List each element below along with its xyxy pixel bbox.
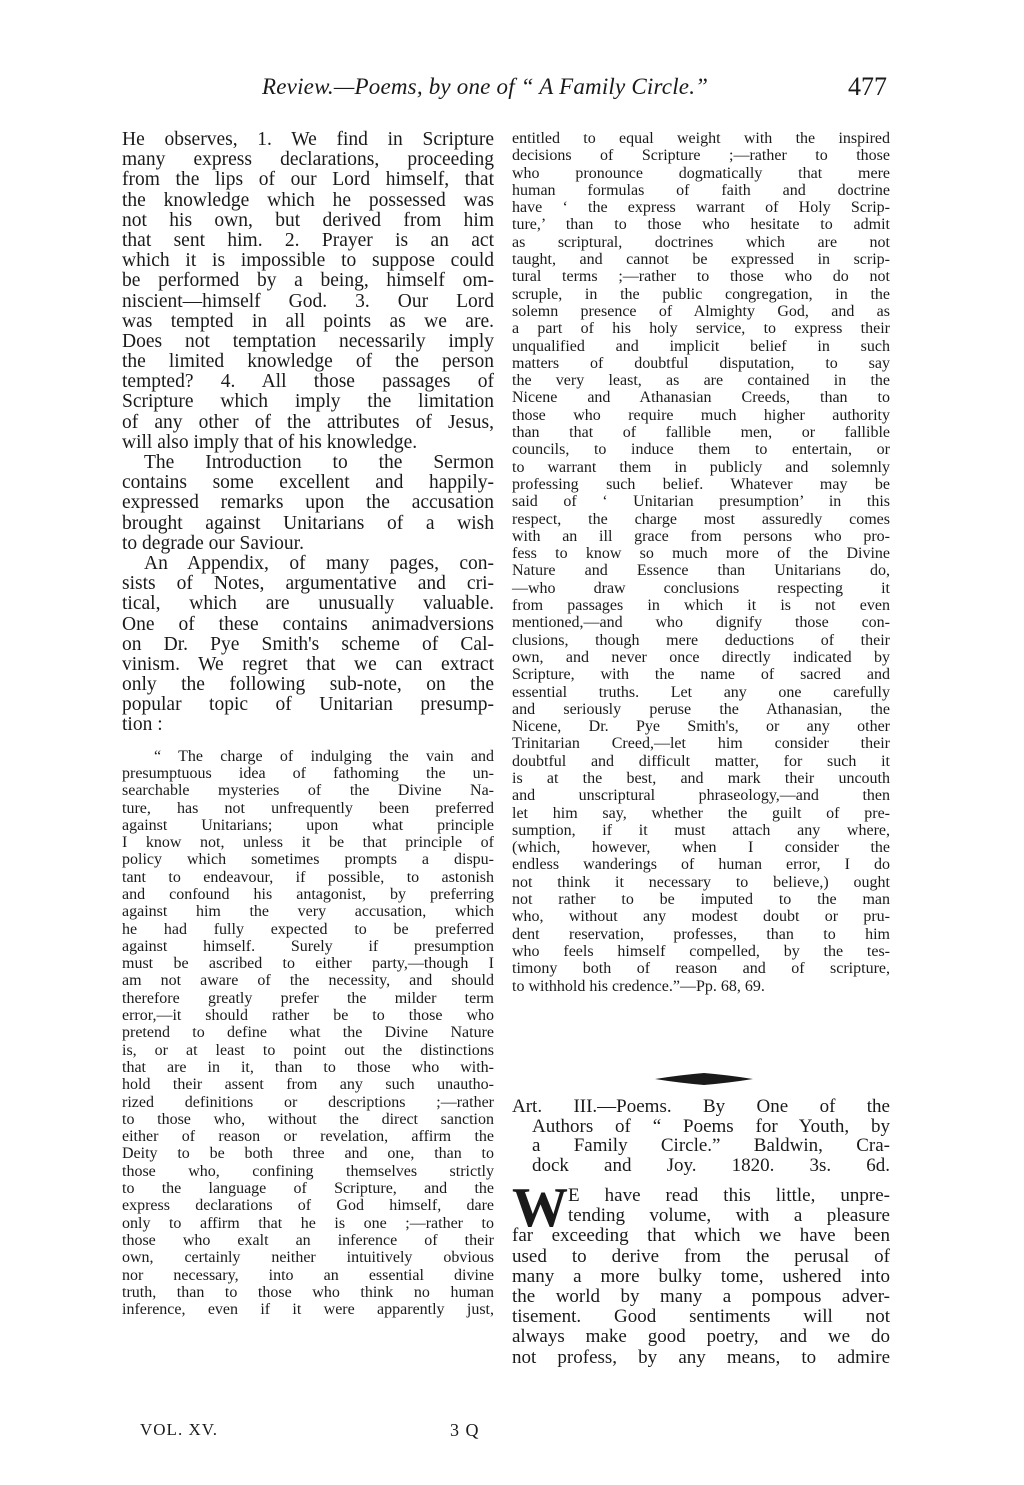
review-line: always make good poetry, and we do	[512, 1326, 890, 1348]
quote-line: not rather to be imputed to the man	[512, 891, 890, 909]
review-line: many a more bulky tome, ushered into	[512, 1265, 890, 1287]
paragraph-line: sists of Notes, argumentative and cri-	[122, 573, 494, 595]
paragraph-line: One of these contains animadversions	[122, 613, 494, 635]
quote-line: and seriously peruse the Athanasian, the	[512, 700, 890, 718]
paragraph-line: which it is impossible to suppose could	[122, 250, 494, 272]
quote-line: rized definitions or descriptions ;—rather	[122, 1093, 494, 1111]
quote-line: Deity to be both three and one, than to	[122, 1145, 494, 1163]
paragraph-line: will also imply that of his knowledge.	[122, 431, 418, 453]
article-line: Art. III.—Poems. By One of the	[512, 1096, 890, 1117]
quote-line: councils, to induce them to entertain, or	[512, 441, 890, 459]
quote-line: the very least, as are contained in the	[512, 372, 890, 390]
paragraph-observes	[122, 130, 494, 453]
paragraph-appendix	[122, 554, 494, 736]
quote-line: have ‘ the express warrant of Holy Scrip-	[512, 199, 890, 217]
paragraph-line: from the lips of our Lord himself, that	[122, 169, 494, 191]
quote-line: dent reservation, professes, than to him	[512, 925, 890, 943]
quote-line: tant to endeavour, if possible, to astonish	[122, 868, 494, 886]
review-opening	[512, 1177, 890, 1368]
quote-line: against Unitarians; upon what principle	[122, 816, 494, 834]
quote-line: entitled to equal weight with the inspired	[512, 130, 890, 147]
article-line: a Family Circle.” Baldwin, Cra-	[532, 1135, 890, 1156]
quote-line: to withhold his credence.”—Pp. 68, 69.	[512, 977, 765, 995]
paragraph-line: Does not temptation necessarily imply	[122, 330, 494, 352]
quote-line: endless wanderings of human error, I do	[512, 856, 890, 874]
paragraph-line: An Appendix, of many pages, con-	[144, 552, 494, 574]
quote-line: to the language of Scripture, and the	[122, 1180, 494, 1198]
quote-line: fess to know so much more of the Divine	[512, 545, 890, 563]
review-line: tending volume, with a pleasure	[568, 1205, 890, 1227]
quote-line: not think it necessary to believe,) ought	[512, 873, 890, 891]
quote-line: express declarations of God himself, dare	[122, 1197, 494, 1215]
quote-line: said of ‘ Unitarian presumption’ in this	[512, 493, 890, 511]
drop-cap: W	[512, 1177, 568, 1239]
quote-line: who pronounce dogmatically that mere	[512, 164, 890, 182]
article-line: Authors of “ Poems for Youth, by	[532, 1115, 890, 1137]
volume-label: VOL. XV.	[140, 1420, 219, 1439]
quote-line: a part of his holy service, to express their	[512, 320, 890, 338]
quote-line: sumption, if it must attach any where,	[512, 821, 890, 839]
article-line: dock and Joy. 1820. 3s. 6d.	[532, 1154, 890, 1176]
quote-line: decisions of Scripture ;—rather to those	[512, 147, 890, 165]
paragraph-line: tion :	[122, 714, 163, 736]
block-quote-continued	[512, 130, 890, 995]
quote-line: those who exalt an inference of their	[122, 1231, 494, 1249]
paragraph-line: vinism. We regret that we can extract	[122, 653, 494, 675]
paragraph-introduction	[122, 453, 494, 554]
paragraph-line: popular topic of Unitarian presump-	[122, 694, 494, 716]
page-header	[0, 68, 1024, 108]
quote-line: truth, than to those who think no human	[122, 1283, 494, 1301]
paragraph-line: tempted? 4. All those passages of	[122, 371, 494, 393]
paragraph-line: He observes, 1. We find in Scripture	[122, 129, 494, 150]
quote-line: searchable mysteries of the Divine Na-	[122, 782, 494, 800]
review-line: E have read this little, unpre-	[568, 1185, 890, 1206]
paragraph-line: many express declarations, proceeding	[122, 149, 494, 171]
quote-line: Scripture, with the name of sacred and	[512, 666, 890, 684]
quote-line: is, or at least to point out the distinctions	[122, 1041, 494, 1059]
article-heading	[512, 1097, 890, 1175]
block-quote	[122, 748, 494, 1319]
quote-line: policy which sometimes prompts a dispu-	[122, 851, 494, 869]
quote-line: clusions, though mere deductions of their	[512, 631, 890, 649]
quote-line: either of reason or revelation, affirm the	[122, 1128, 494, 1146]
paragraph-line: that sent him. 2. Prayer is an act	[122, 229, 494, 251]
quote-line: doubtful and difficult matter, for such it	[512, 752, 890, 770]
quote-line: solemn presence of Almighty God, and as	[512, 302, 890, 320]
quote-line: own, certainly neither intuitively obvious	[122, 1249, 494, 1267]
quote-line: who feels himself compelled, by the tes-	[512, 942, 890, 960]
quote-line: Nature and Essence than Unitarians do,	[512, 562, 890, 580]
paragraph-line: to degrade our Saviour.	[122, 532, 304, 554]
review-line: far exceeding that which we have been	[512, 1225, 890, 1247]
quote-line: scruple, in the public congregation, in the	[512, 285, 890, 303]
quote-line: is at the best, and mark their uncouth	[512, 769, 890, 787]
quote-line: presumptuous idea of fathoming the un-	[122, 764, 494, 782]
quote-line: that are in it, than to those who with-	[122, 1058, 494, 1076]
quote-line: respect, the charge most assuredly comes	[512, 510, 890, 528]
paragraph-line: be performed by a being, himself om-	[122, 270, 494, 292]
paragraph-line: not his own, but derived from him	[122, 209, 494, 231]
quote-line: unqualified and implicit belief in such	[512, 337, 890, 355]
running-head: Review.—Poems, by one of “ A Family Circle.”	[262, 74, 709, 99]
quote-line: tural terms ;—rather to those who do not	[512, 268, 890, 286]
quote-line: to warrant them in publicly and solemnly	[512, 458, 890, 476]
page-number: 477	[848, 72, 887, 101]
quote-line: Trinitarian Creed,—let him consider their	[512, 735, 890, 753]
quote-line: and unscriptural phraseology,—and then	[512, 787, 890, 805]
paragraph-line: expressed remarks upon the accusation	[122, 492, 494, 514]
quote-line: Nicene, Dr. Pye Smith's, or any other	[512, 718, 890, 736]
quote-line: ture, has not unfrequently been preferred	[122, 799, 494, 817]
quote-line: with an ill grace from persons who pro-	[512, 527, 890, 545]
paragraph-line: was tempted in all points as we are.	[122, 310, 494, 332]
quote-line: essential truths. Let any one carefully	[512, 683, 890, 701]
quote-line: timony both of reason and of scripture,	[512, 960, 890, 978]
quote-line: let him say, whether the guilt of pre-	[512, 804, 890, 822]
quote-line: (which, however, when I consider the	[512, 839, 890, 857]
quote-line: those who require much higher authority	[512, 406, 890, 424]
paragraph-line: niscient—himself God. 3. Our Lord	[122, 290, 494, 312]
quote-line: those who, confining themselves strictly	[122, 1162, 494, 1180]
quote-line: human formulas of faith and doctrine	[512, 181, 890, 199]
paragraph-line: the limited knowledge of the person	[122, 351, 494, 373]
quote-line: hold their assent from any such unautho-	[122, 1076, 494, 1094]
quote-line: nor necessary, into an essential divine	[122, 1266, 494, 1284]
quote-line: matters of doubtful disputation, to say	[512, 354, 890, 372]
review-line: the world by many a pompous adver-	[512, 1285, 890, 1307]
quote-line: I know not, unless it be that principle of	[122, 834, 494, 852]
quote-line: pretend to define what the Divine Nature	[122, 1024, 494, 1042]
quote-line: ture,’ than to those who hesitate to admit	[512, 216, 890, 234]
section-ornament	[655, 1073, 753, 1085]
paragraph-line: of any other of the attributes of Jesus,	[122, 411, 494, 433]
paragraph-line: the knowledge which he possessed was	[122, 189, 494, 211]
quote-line: from passages in which it is not even	[512, 597, 890, 615]
paragraph-line: only the following sub-note, on the	[122, 674, 494, 696]
quote-line: who, without any modest doubt or pru-	[512, 908, 890, 926]
right-column	[512, 130, 890, 995]
quote-line: mentioned,—and who dignify those con-	[512, 614, 890, 632]
quote-line: only to affirm that he is one ;—rather to	[122, 1214, 494, 1232]
paragraph-line: brought against Unitarians of a wish	[122, 512, 494, 534]
quote-line: therefore greatly prefer the milder term	[122, 989, 494, 1007]
quote-line: against himself. Surely if presumption	[122, 937, 494, 955]
quote-line: am not aware of the necessity, and should	[122, 972, 494, 990]
quote-line: own, and never once directly indicated by	[512, 648, 890, 666]
quote-line: than that of fallible men, or fallible	[512, 424, 890, 442]
left-column	[122, 130, 494, 1318]
quote-line: to those who, without the direct sanction	[122, 1110, 494, 1128]
paragraph-line: tical, which are unusually valuable.	[122, 593, 494, 615]
review-line: tisement. Good sentiments will not	[512, 1306, 890, 1328]
paragraph-line: on Dr. Pye Smith's scheme of Cal-	[122, 633, 494, 655]
review-line: not profess, by any means, to admire	[512, 1346, 890, 1368]
quote-line: inference, even if it were apparently just,	[122, 1301, 494, 1319]
review-line: used to derive from the perusal of	[512, 1245, 890, 1267]
signature-mark: 3 Q	[450, 1420, 480, 1440]
quote-line: taught, and cannot be expressed in scrip-	[512, 251, 890, 269]
quote-line: against him the very accusation, which	[122, 903, 494, 921]
quote-line: must be ascribed to either party,—though I	[122, 955, 494, 973]
paragraph-line: Scripture which imply the limitation	[122, 391, 494, 413]
paragraph-line: The Introduction to the Sermon	[144, 452, 494, 473]
quote-line: and confound his antagonist, by preferring	[122, 886, 494, 903]
paragraph-line: contains some excellent and happily-	[122, 472, 494, 494]
quote-line: as scriptural, doctrines which are not	[512, 233, 890, 251]
quote-line: error,—it should rather be to those who	[122, 1007, 494, 1025]
quote-line: “ The charge of indulging the vain and	[154, 747, 494, 765]
quote-line: professing such belief. Whatever may be	[512, 475, 890, 493]
quote-line: —who draw conclusions respecting it	[512, 579, 890, 597]
quote-line: he had fully expected to be preferred	[122, 920, 494, 938]
quote-line: Nicene and Athanasian Creeds, than to	[512, 389, 890, 407]
